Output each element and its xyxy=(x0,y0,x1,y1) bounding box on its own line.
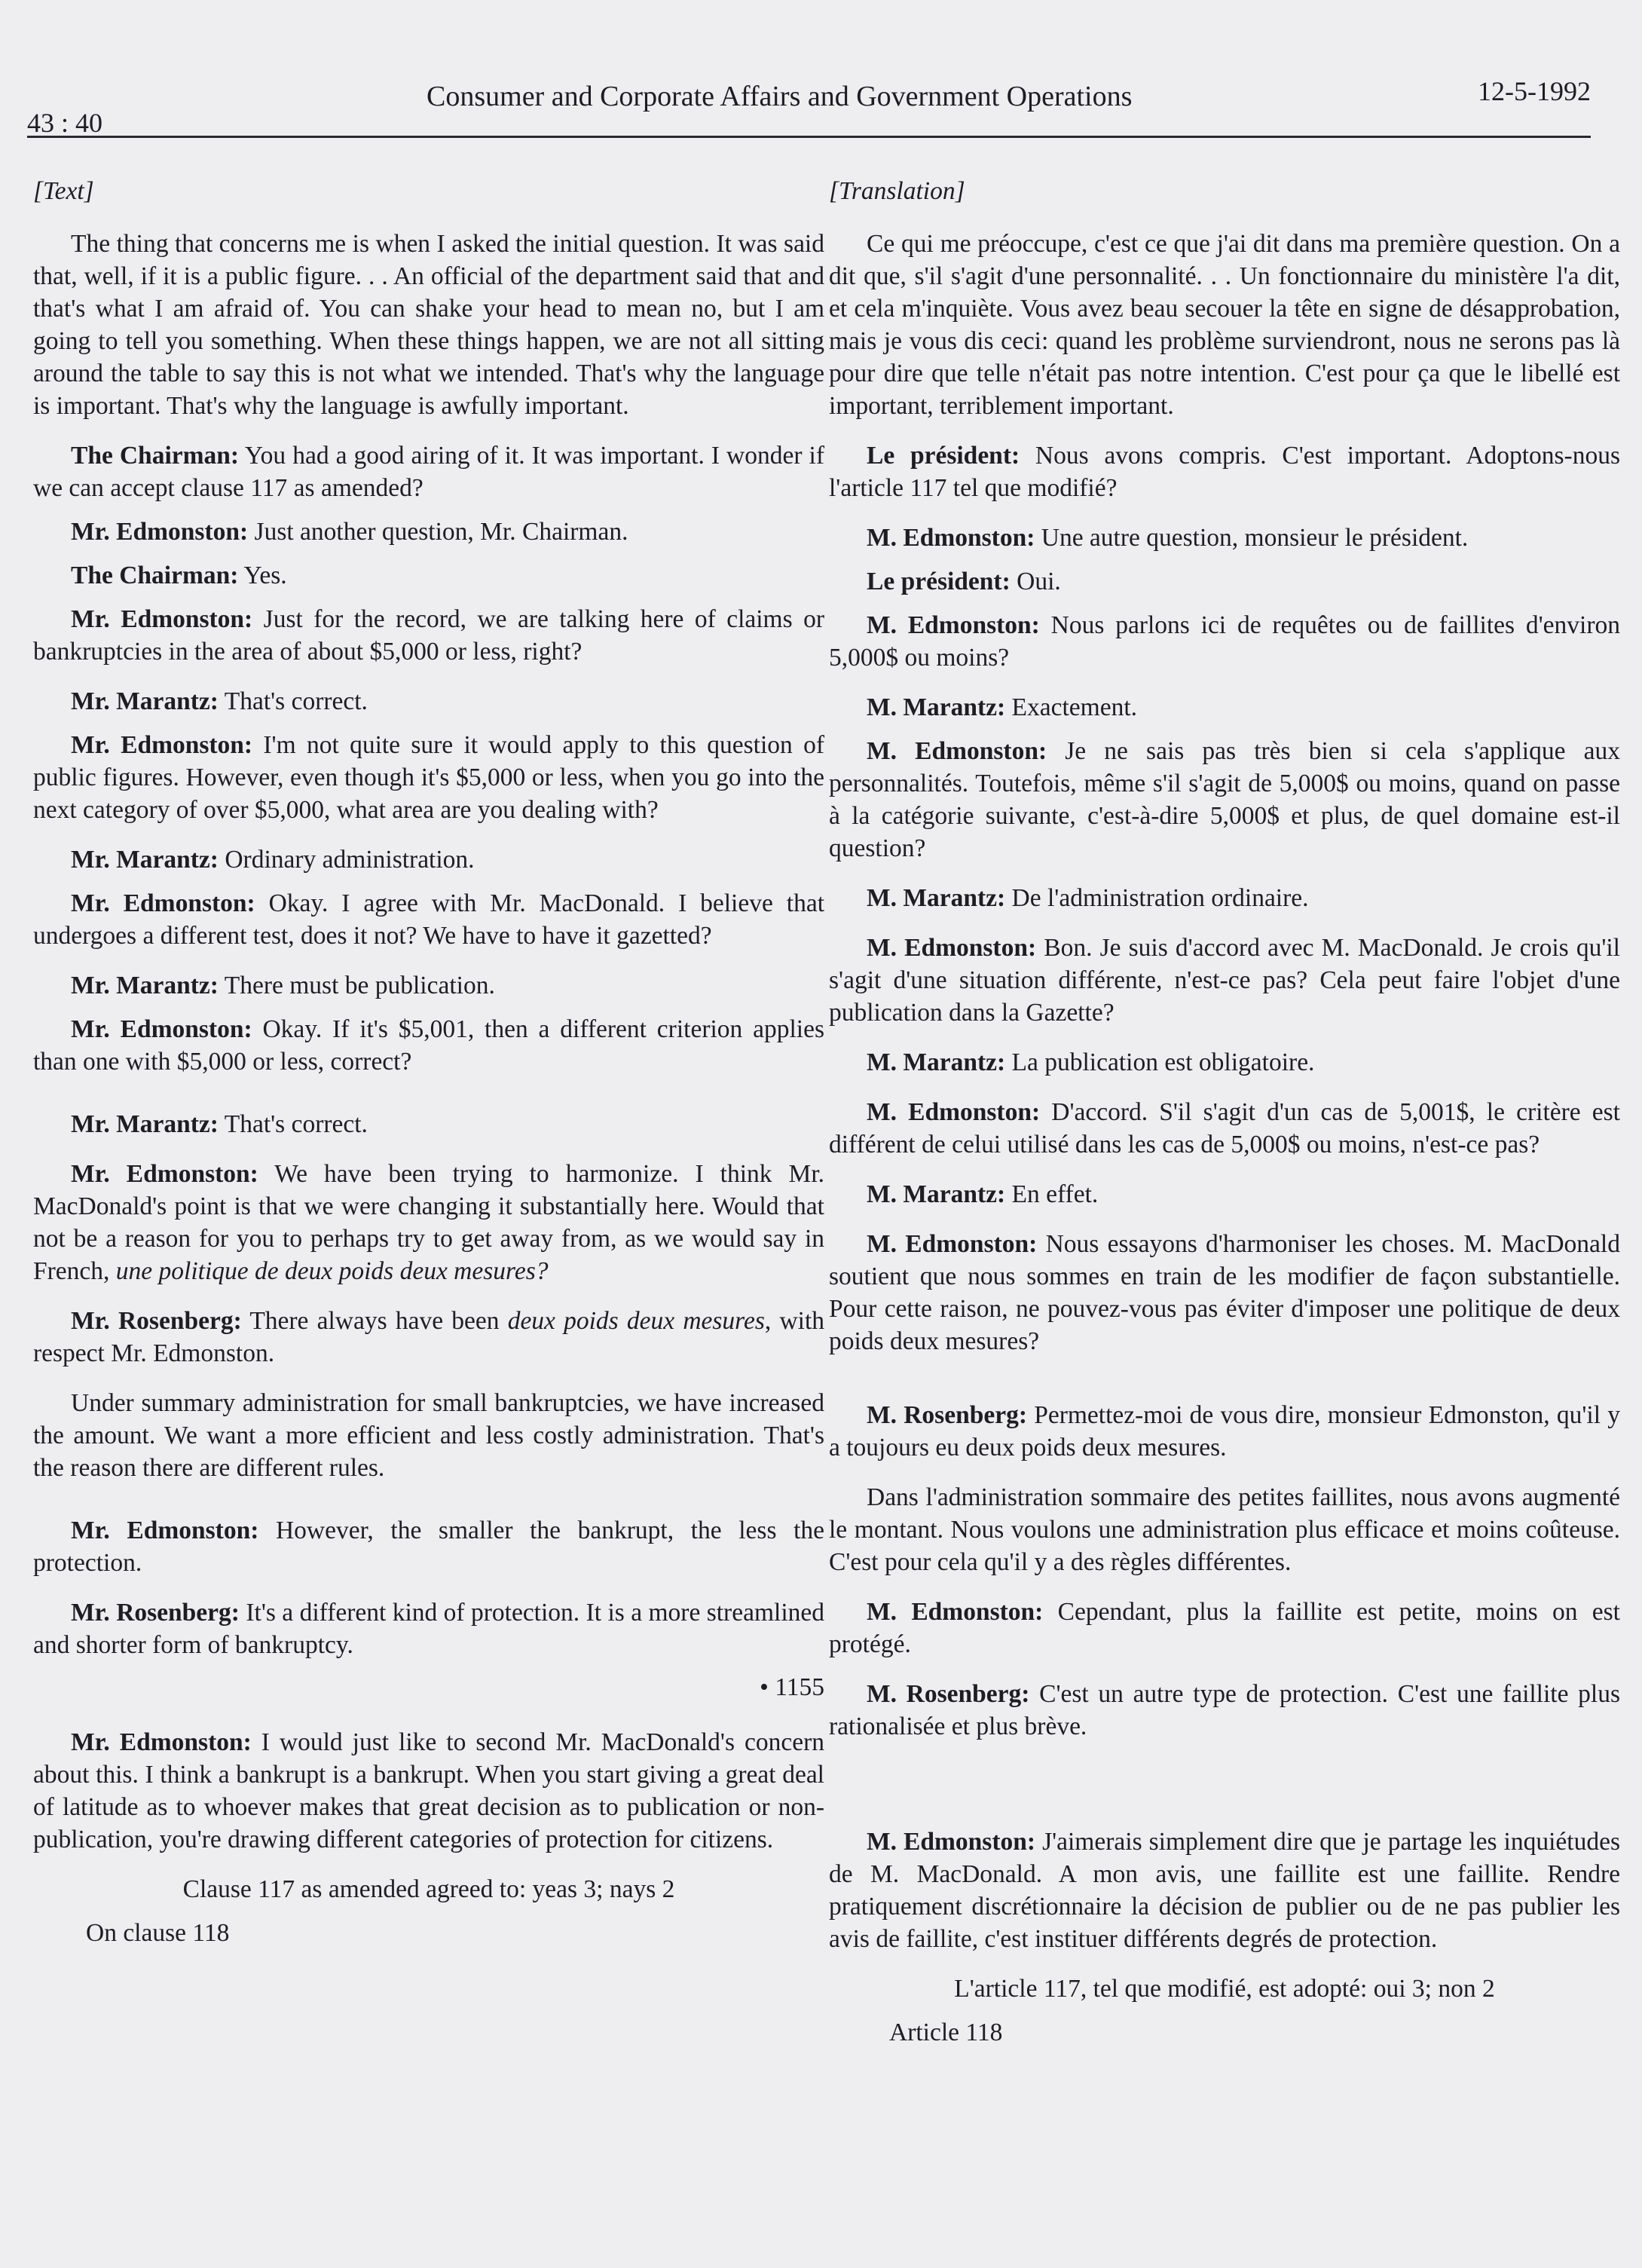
paragraph: The thing that concerns me is when I asked the initial question. It was said that, well, if it is a public figure. . . An official of the department said that and that's what I am afraid of. You can shake your head to mean no, but I am going to tell you something. When these things happen, we are not all sitting around the table to say this is not what we intended. That's why the language is important. That's why the language is awfully important. xyxy=(33,230,824,420)
clause-result: L'article 117, tel que modifié, est adopté: oui 3; non 2 xyxy=(954,1975,1495,2003)
clause-heading: On clause 118 xyxy=(86,1919,230,1947)
speech: I would just like to second Mr. MacDonald's concern about this. I think a bankrupt is a bankrupt. When you start giving a great deal of latitude as to whoever makes that great decision as to publication or non-publication, you're drawing different categories of protection for citizens. xyxy=(33,1728,825,1853)
clause-result: Clause 117 as amended agreed to: yeas 3; nays 2 xyxy=(182,1875,675,1903)
speech: J'aimerais simplement dire que je partage les inquiétudes de M. MacDonald. A mon avis, une faillite est une faillite. Rendre pratiquement discrétionnaire la décision de publier ou de ne pas publier les avis de faillite, c'est instituer différents degrés de protection. xyxy=(829,1828,1620,1953)
paragraph xyxy=(829,1228,1620,1357)
speech: That's correct. xyxy=(218,1110,368,1138)
speaker: Mr. Marantz: xyxy=(71,1110,219,1138)
speaker: Mr. Edmonston: xyxy=(71,1517,259,1544)
paragraph xyxy=(33,559,824,592)
speaker: The Chairman: xyxy=(71,562,239,589)
speaker: M. Edmonston: xyxy=(867,737,1047,765)
paragraph: Ce qui me préoccupe, c'est ce que j'ai dit dans ma première question. On a dit que, s'il s'agit d'une personnalité. . . Un fonctionnaire du ministère l'a dit, et cela m'inquiète. Vous avez beau secouer la tête en signe de désapprobation, mais je vous dis ceci: quand les problème surviendront, nous ne serons pas là pour dire que telle n'était pas notre intention. C'est pour ça que le libellé est important, terriblement important. xyxy=(829,230,1620,420)
speech: Permettez-moi de vous dire, monsieur Edmonston, qu'il y a toujours eu deux poids deux mesures. xyxy=(829,1401,1620,1461)
speaker: M. Marantz: xyxy=(867,884,1006,912)
speech-italic: une politique de deux poids deux mesures? xyxy=(115,1257,549,1285)
speech: Okay. I agree with Mr. MacDonald. I believe that undergoes a different test, does it not? We have to have it gazetted? xyxy=(33,889,825,950)
speech: Cependant, plus la faillite est petite, moins on est protégé. xyxy=(829,1598,1620,1658)
paragraph xyxy=(829,882,1620,914)
speech: Okay. If it's $5,001, then a different criterion applies than one with $5,000 or less, correct? xyxy=(33,1015,825,1076)
clause-heading: Article 118 xyxy=(889,2019,1003,2046)
paragraph xyxy=(829,1178,1620,1211)
speaker: Mr. Marantz: xyxy=(71,687,219,715)
speaker: M. Marantz: xyxy=(867,1180,1006,1208)
speaker: Mr. Marantz: xyxy=(71,846,219,874)
paragraph xyxy=(829,691,1620,724)
speech: Bon. Je suis d'accord avec M. MacDonald. Je crois qu'il s'agit d'une situation différente, n'est-ce pas? Cela peut faire l'objet d'une publication dans la Gazette? xyxy=(829,934,1620,1027)
paragraph xyxy=(33,1305,824,1370)
speech: That's correct. xyxy=(218,687,368,715)
paragraph: Dans l'administration sommaire des petites faillites, nous avons augmenté le montant. Nous voulons une administration plus efficace et moins coûteuse. C'est pour cela qu'il y a des règles différentes. xyxy=(829,1483,1620,1576)
speaker: M. Marantz: xyxy=(867,1048,1006,1076)
speech: C'est un autre type de protection. C'est une faillite plus rationalisée et plus brève. xyxy=(829,1680,1620,1740)
speech: , with respect Mr. Edmonston. xyxy=(33,1307,824,1367)
speech: Exactement. xyxy=(1005,693,1138,721)
speaker: M. Edmonston: xyxy=(867,934,1037,962)
page-header xyxy=(27,75,1591,138)
speaker: Le président: xyxy=(867,442,1020,470)
speaker: Mr. Edmonston: xyxy=(71,1160,258,1188)
speech: However, the smaller the bankrupt, the less the protection. xyxy=(33,1517,825,1577)
paragraph xyxy=(829,1678,1620,1743)
speech: Yes. xyxy=(238,562,287,589)
paragraph xyxy=(829,1046,1620,1079)
page-date: 12-5-1992 xyxy=(1478,76,1591,106)
speaker: Mr. Rosenberg: xyxy=(71,1599,240,1627)
paragraph xyxy=(33,685,824,718)
paragraph xyxy=(33,1108,824,1140)
speaker: Mr. Marantz: xyxy=(71,972,219,999)
paragraph xyxy=(33,439,824,504)
paragraph xyxy=(33,969,824,1002)
speaker: Le président: xyxy=(867,568,1011,595)
paragraph xyxy=(33,887,824,952)
paragraph xyxy=(33,516,824,548)
speech: There always have been xyxy=(241,1307,508,1335)
speech: We have been trying to harmonize. I think Mr. MacDonald's point is that we were changing it substantially here. Would that not be a reason for you to perhaps try to get away from, as we would say in French, xyxy=(33,1160,825,1285)
speaker: M. Edmonston: xyxy=(867,1828,1036,1856)
running-title: Consumer and Corporate Affairs and Government Operations xyxy=(427,81,1133,112)
english-column xyxy=(33,175,824,1967)
speaker: M. Marantz: xyxy=(867,693,1006,721)
paragraph xyxy=(829,735,1620,865)
paragraph xyxy=(33,729,824,826)
paragraph xyxy=(33,1596,824,1661)
speech: En effet. xyxy=(1005,1180,1099,1208)
speaker: M. Edmonston: xyxy=(867,611,1040,639)
speaker: Mr. Rosenberg: xyxy=(71,1307,242,1335)
speaker: Mr. Edmonston: xyxy=(71,889,255,917)
paragraph xyxy=(33,1726,824,1856)
speaker: Mr. Edmonston: xyxy=(71,1015,252,1043)
speech: La publication est obligatoire. xyxy=(1005,1048,1315,1076)
paragraph: Under summary administration for small bankruptcies, we have increased the amount. We want a more efficient and less costly administration. That's the reason there are different rules. xyxy=(33,1389,824,1482)
speech: Je ne sais pas très bien si cela s'applique aux personnalités. Toutefois, même s'il s'agit de 5,000$ ou moins, quand on passe à la catégorie suivante, c'est-à-dire 5,000$ et plus, de quel domaine est-il question? xyxy=(829,737,1620,862)
speaker: Mr. Edmonston: xyxy=(71,1728,252,1756)
speaker: M. Edmonston: xyxy=(867,1230,1038,1258)
paragraph xyxy=(33,603,824,668)
french-column xyxy=(829,175,1620,2066)
speech: Ordinary administration. xyxy=(218,846,475,874)
speech: I'm not quite sure it would apply to this question of public figures. However, even though it's $5,000 or less, when you go into the next category of over $5,000, what area are you dealing with? xyxy=(33,731,825,824)
speaker: M. Rosenberg: xyxy=(867,1401,1027,1429)
speech: Oui. xyxy=(1010,568,1061,595)
speech: D'accord. S'il s'agit d'un cas de 5,001$, le critère est différent de celui utilisé dans les cas de 5,000$ ou moins, n'est-ce pas? xyxy=(829,1098,1620,1158)
paragraph xyxy=(829,565,1620,598)
paragraph xyxy=(33,1514,824,1579)
paragraph xyxy=(829,439,1620,504)
paragraph xyxy=(829,1826,1620,1955)
speaker: M. Edmonston: xyxy=(867,1098,1041,1126)
page-number: 43 : 40 xyxy=(27,108,103,138)
speech: Nous essayons d'harmoniser les choses. M. MacDonald soutient que nous sommes en train de les modifier de façon substantielle. Pour cette raison, ne pouvez-vous pas éviter d'imposer une politique de deux poids deux mesures? xyxy=(829,1230,1620,1355)
paragraph xyxy=(33,1158,824,1287)
speaker: M. Edmonston: xyxy=(867,1598,1044,1626)
speech: There must be publication. xyxy=(218,972,495,999)
paragraph xyxy=(829,522,1620,554)
speech: Nous avons compris. C'est important. Adoptons-nous l'article 117 tel que modifié? xyxy=(829,442,1620,502)
speech: Just another question, Mr. Chairman. xyxy=(248,518,628,546)
paragraph xyxy=(829,1399,1620,1464)
paragraph xyxy=(33,843,824,876)
speaker: M. Edmonston: xyxy=(867,524,1035,552)
speech: Nous parlons ici de requêtes ou de faillites d'environ 5,000$ ou moins? xyxy=(829,611,1620,672)
time-marker: • 1155 xyxy=(760,1673,824,1701)
paragraph xyxy=(829,609,1620,674)
speaker: Mr. Edmonston: xyxy=(71,605,253,633)
speaker: M. Rosenberg: xyxy=(867,1680,1030,1708)
column-label: [Translation] xyxy=(829,177,965,205)
paragraph xyxy=(829,932,1620,1029)
paragraph xyxy=(829,1596,1620,1660)
speaker: The Chairman: xyxy=(71,442,240,470)
paragraph xyxy=(33,1013,824,1078)
speaker: Mr. Edmonston: xyxy=(71,518,249,546)
paragraph xyxy=(829,1096,1620,1161)
speech: You had a good airing of it. It was important. I wonder if we can accept clause 117 as amended? xyxy=(33,442,824,502)
speech: It's a different kind of protection. It is a more streamlined and shorter form of bankruptcy. xyxy=(33,1599,824,1659)
speech: Une autre question, monsieur le président. xyxy=(1035,524,1469,552)
speaker: Mr. Edmonston: xyxy=(71,731,253,759)
speech-italic: deux poids deux mesures xyxy=(507,1307,765,1335)
column-label: [Text] xyxy=(33,177,94,205)
speech: De l'administration ordinaire. xyxy=(1005,884,1309,912)
speech: Just for the record, we are talking here of claims or bankruptcies in the area of about $5,000 or less, right? xyxy=(33,605,824,666)
